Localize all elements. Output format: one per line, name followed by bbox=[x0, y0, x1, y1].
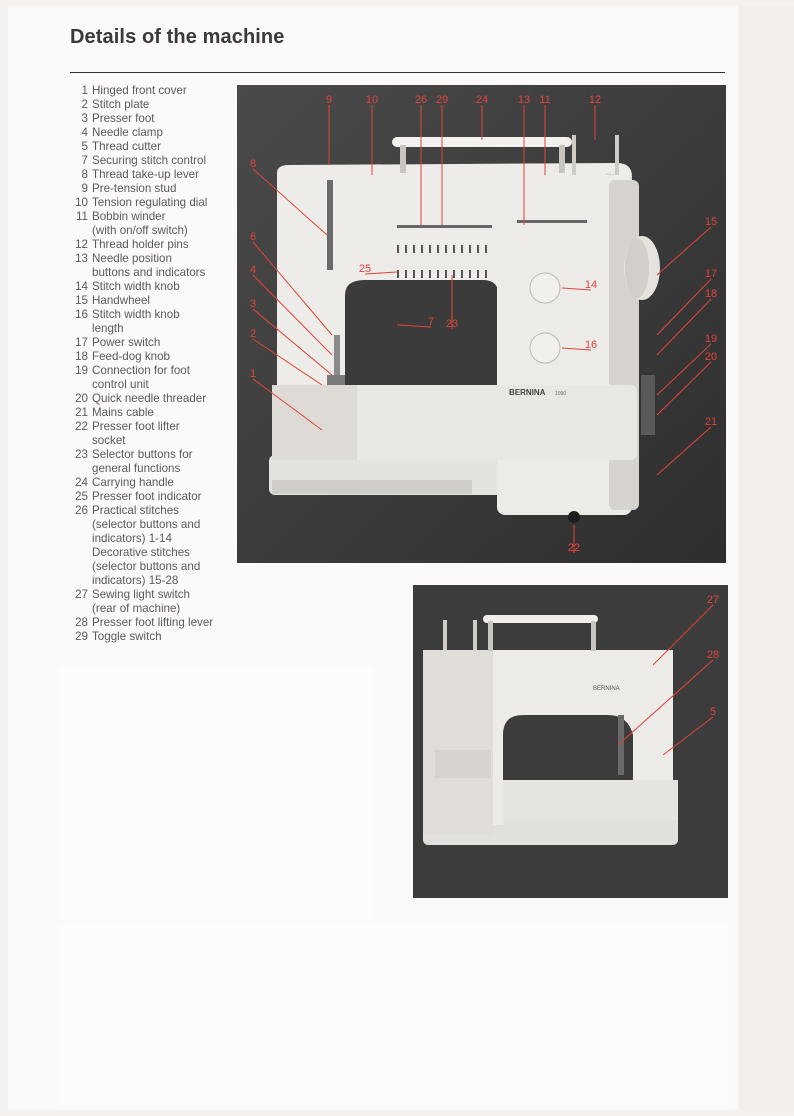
callout-number: 9 bbox=[325, 94, 333, 106]
legend-number: 16 bbox=[75, 308, 88, 321]
legend-number: 15 bbox=[75, 294, 88, 307]
callout-number: 10 bbox=[365, 94, 379, 106]
legend-text: Presser foot indicator bbox=[92, 490, 202, 503]
callout-number: 11 bbox=[539, 94, 551, 106]
legend-text: Carrying handle bbox=[92, 476, 174, 489]
legend-number: 28 bbox=[75, 616, 88, 629]
presser-foot bbox=[327, 375, 345, 385]
legend-item bbox=[70, 616, 230, 630]
stitch-length-knob bbox=[530, 333, 560, 363]
callout-number: 7 bbox=[427, 316, 435, 328]
rear-view-photo bbox=[413, 585, 728, 898]
legend-item bbox=[70, 336, 230, 350]
callout-number: 4 bbox=[249, 264, 257, 276]
callout-number: 12 bbox=[588, 94, 602, 106]
legend-item bbox=[70, 392, 230, 406]
legend-item bbox=[70, 98, 230, 112]
legend-text: Needle position buttons and indicators bbox=[92, 252, 206, 279]
legend-item bbox=[70, 350, 230, 364]
legend-number: 11 bbox=[75, 210, 88, 223]
callout-number: 1 bbox=[249, 368, 257, 380]
legend-text: Securing stitch control bbox=[92, 154, 207, 167]
legend-number: 2 bbox=[81, 98, 88, 111]
legend-text: Tension regulating dial bbox=[92, 196, 208, 209]
title-rule bbox=[70, 72, 725, 73]
front-view-illustration bbox=[237, 85, 726, 563]
legend-item bbox=[70, 490, 230, 504]
brand-label: BERNINA bbox=[509, 388, 546, 397]
callout-number: 2 bbox=[249, 328, 257, 340]
legend-number: 22 bbox=[75, 420, 88, 433]
legend-text: Feed-dog knob bbox=[92, 350, 170, 363]
legend-item bbox=[70, 126, 230, 140]
legend-number: 27 bbox=[75, 588, 88, 601]
legend-number: 26 bbox=[75, 504, 88, 517]
legend-item bbox=[70, 154, 230, 168]
legend-number: 24 bbox=[75, 476, 88, 489]
legend-number: 3 bbox=[81, 112, 88, 125]
callout-number: 18 bbox=[704, 288, 718, 300]
legend-number: 19 bbox=[75, 364, 88, 377]
legend-item bbox=[70, 252, 230, 280]
callout-number: 3 bbox=[249, 298, 257, 310]
rear-view-illustration bbox=[413, 585, 728, 898]
callout-number: 25 bbox=[358, 263, 372, 275]
legend-number: 5 bbox=[81, 140, 88, 153]
legend-number: 8 bbox=[81, 168, 88, 181]
legend-item bbox=[70, 476, 230, 490]
legend-number: 18 bbox=[75, 350, 88, 363]
legend-item bbox=[70, 280, 230, 294]
page-title: Details of the machine bbox=[70, 26, 285, 48]
legend-text: Sewing light switch (rear of machine) bbox=[92, 588, 190, 615]
legend-text: Stitch width knob bbox=[92, 280, 180, 293]
callout-number: 28 bbox=[706, 649, 720, 661]
rear-bed bbox=[503, 780, 678, 820]
legend-item bbox=[70, 406, 230, 420]
legend-item bbox=[70, 308, 230, 336]
callout-number: 6 bbox=[249, 231, 257, 243]
legend-number: 10 bbox=[75, 196, 88, 209]
legend-text: Presser foot lifter socket bbox=[92, 420, 180, 447]
legend-item bbox=[70, 420, 230, 448]
callout-number: 17 bbox=[704, 268, 718, 280]
stitch-width-knob bbox=[530, 273, 560, 303]
parts-legend bbox=[70, 84, 230, 644]
legend-item bbox=[70, 112, 230, 126]
legend-text: Presser foot bbox=[92, 112, 155, 125]
legend-number: 23 bbox=[75, 448, 88, 461]
legend-item bbox=[70, 168, 230, 182]
callout-number: 26 bbox=[414, 94, 428, 106]
legend-item bbox=[70, 364, 230, 392]
legend-number: 1 bbox=[81, 84, 88, 97]
legend-text: Needle clamp bbox=[92, 126, 163, 139]
callout-number: 29 bbox=[435, 94, 449, 106]
callout-number: 15 bbox=[704, 216, 718, 228]
legend-item bbox=[70, 238, 230, 252]
callout-number: 19 bbox=[704, 333, 718, 345]
legend-text: Handwheel bbox=[92, 294, 151, 307]
legend-text: Mains cable bbox=[92, 406, 154, 419]
legend-text: Stitch width knob length bbox=[92, 308, 180, 335]
legend-number: 14 bbox=[75, 280, 88, 293]
rear-handle bbox=[483, 615, 598, 623]
legend-item bbox=[70, 294, 230, 308]
legend-text: Power switch bbox=[92, 336, 161, 349]
legend-number: 21 bbox=[75, 406, 88, 419]
page-edge bbox=[738, 6, 794, 1110]
foot-lifter-socket bbox=[568, 511, 580, 523]
blank-area bbox=[60, 925, 728, 1105]
legend-text: Thread holder pins bbox=[92, 238, 189, 251]
callout-number: 13 bbox=[517, 94, 531, 106]
legend-text: Practical stitches (selector buttons and indicators) 1-14 Decorative stitches (selector buttons and indicators) 15-28 bbox=[92, 504, 201, 587]
callout-number: 20 bbox=[704, 351, 718, 363]
callout-number: 22 bbox=[567, 542, 581, 554]
callout-number: 21 bbox=[704, 416, 718, 428]
rear-head bbox=[423, 650, 493, 835]
legend-item bbox=[70, 210, 230, 238]
legend-text: Quick needle threader bbox=[92, 392, 207, 405]
callout-number: 16 bbox=[584, 339, 598, 351]
legend-item bbox=[70, 588, 230, 616]
legend-number: 17 bbox=[75, 336, 88, 349]
legend-item bbox=[70, 182, 230, 196]
callout-number: 5 bbox=[709, 706, 717, 718]
legend-text: Thread cutter bbox=[92, 140, 161, 153]
legend-text: Selector buttons for general functions bbox=[92, 448, 193, 475]
legend-number: 25 bbox=[75, 490, 88, 503]
legend-text: Stitch plate bbox=[92, 98, 150, 111]
legend-text: Pre-tension stud bbox=[92, 182, 177, 195]
callout-number: 14 bbox=[584, 279, 598, 291]
legend-number: 7 bbox=[81, 154, 88, 167]
legend-text: Bobbin winder (with on/off switch) bbox=[92, 210, 188, 237]
legend-text: Hinged front cover bbox=[92, 84, 187, 97]
legend-number: 9 bbox=[81, 182, 88, 195]
rear-brand-label: BERNINA bbox=[593, 686, 620, 692]
presser-foot-lifter bbox=[618, 715, 624, 775]
front-view-photo bbox=[237, 85, 726, 563]
legend-text: Presser foot lifting lever bbox=[92, 616, 214, 629]
legend-item bbox=[70, 504, 230, 588]
blank-area bbox=[60, 668, 372, 920]
legend-number: 29 bbox=[75, 630, 88, 643]
legend-item bbox=[70, 140, 230, 154]
legend-number: 13 bbox=[75, 252, 88, 265]
legend-number: 4 bbox=[81, 126, 88, 139]
legend-item bbox=[70, 84, 230, 98]
take-up-lever bbox=[327, 180, 333, 270]
legend-number: 12 bbox=[75, 238, 88, 251]
callout-number: 27 bbox=[706, 594, 720, 606]
legend-text: Toggle switch bbox=[92, 630, 162, 643]
front-cover bbox=[272, 385, 357, 460]
callout-number: 24 bbox=[475, 94, 489, 106]
legend-item bbox=[70, 630, 230, 644]
callout-number: 23 bbox=[445, 318, 459, 330]
legend-text: Connection for foot control unit bbox=[92, 364, 190, 391]
sewing-space bbox=[345, 280, 499, 385]
callout-number: 8 bbox=[249, 158, 257, 170]
legend-item bbox=[70, 448, 230, 476]
legend-item bbox=[70, 196, 230, 210]
legend-text: Thread take-up lever bbox=[92, 168, 199, 181]
legend-number: 20 bbox=[75, 392, 88, 405]
model-label: 1090 bbox=[555, 391, 567, 397]
